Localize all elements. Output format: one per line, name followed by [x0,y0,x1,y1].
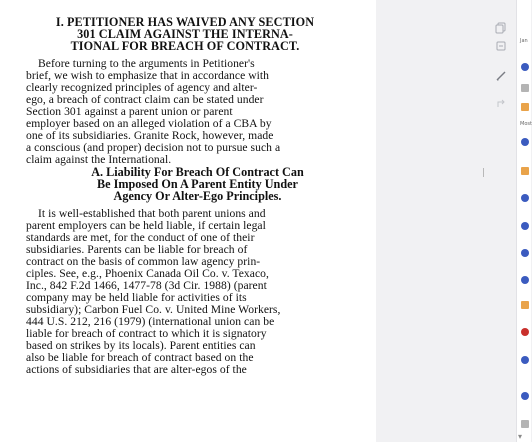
comment-avatar[interactable] [521,63,529,71]
comment-badge[interactable] [521,420,529,428]
paragraph-line: Inc., 842 F.2d 1466, 1477-78 (3d Cir. 1988) (parent [26,279,267,292]
comment-badge[interactable] [521,84,529,92]
paragraph-line: employer based on an alleged violation of a CBA by [26,117,272,130]
duplicate-icon[interactable] [495,40,507,52]
subheading-line-3: Agency Or Alter-Ego Principles. [113,189,282,203]
paragraph-line: subsidiary); Carbon Fuel Co. v. United Mine Workers, [26,303,281,316]
comment-avatar[interactable] [521,222,529,230]
comments-strip [516,0,531,442]
link-icon[interactable] [495,98,507,110]
paragraph-line: Before turning to the arguments in Petitioner's [38,57,255,70]
section-heading-line-1: I. PETITIONER HAS WAIVED ANY SECTION [55,15,315,29]
paragraph-line: one of its subsidiaries. Granite Rock, however, made [26,129,274,142]
comment-avatar[interactable] [521,138,529,146]
paragraph-line: ego, a breach of contract claim can be stated under [26,93,264,106]
comment-avatar[interactable] [521,194,529,202]
subheading-line-2: Be Imposed On A Parent Entity Under [97,177,298,191]
paragraph-line: Section 301 against a parent union or parent [26,105,233,118]
copy-icon[interactable] [495,22,507,34]
section-heading-line-3: TIONAL FOR BREACH OF CONTRACT. [70,39,300,53]
paragraph-line: ciples. See, e.g., Phoenix Canada Oil Co. v. Texaco, [26,267,269,280]
paragraph-line: subsidiaries. Parents can be liable for breach of [26,243,248,256]
gutter-panel [376,0,486,442]
comment-avatar[interactable] [521,249,529,257]
most-label: Most [520,121,532,127]
side-toolbar [486,0,516,442]
comment-badge[interactable] [521,301,529,309]
pen-icon[interactable] [495,70,507,82]
paragraph-line: based on strikes by its locals). Parent entities can [26,339,256,352]
comment-avatar[interactable] [521,276,529,284]
paragraph-line: standards are met, for the conduct of one of their [26,231,255,244]
comment-avatar[interactable] [521,392,529,400]
paragraph-line: claim against the International. [26,153,172,166]
paragraph-line: 444 U.S. 212, 216 (1979) (international union can be [26,315,275,328]
comment-badge[interactable] [521,103,529,111]
paragraph-line: liable for breach of contract to which it is signatory [26,327,267,340]
subheading-line-1: A. Liability For Breach Of Contract Can [91,165,304,179]
comment-badge[interactable] [521,167,529,175]
section-heading-line-2: 301 CLAIM AGAINST THE INTERNA- [77,27,293,41]
chevron-down-icon[interactable]: ▾ [518,432,523,441]
comment-avatar[interactable] [521,356,529,364]
paragraph-line: clearly recognized principles of agency and alter- [26,81,258,94]
paragraph-line: contract on the basis of common law agency prin- [26,255,261,268]
paragraph-line: also be liable for breach of contract based on the [26,351,254,364]
paragraph-line: parent employers can be held liable, if certain legal [26,219,266,232]
paragraph-line: brief, we wish to emphasize that in accordance with [26,69,270,82]
paragraph-line: company may be held liable for activities of its [26,291,247,304]
comment-avatar[interactable] [521,328,529,336]
paragraph-line: actions of subsidiaries that are alter-egos of the [26,363,247,376]
paragraph-line: a conscious (and proper) decision not to pursue such a [26,141,281,154]
date-label: Jan [520,38,528,44]
paragraph-line: It is well-established that both parent unions and [38,207,266,220]
